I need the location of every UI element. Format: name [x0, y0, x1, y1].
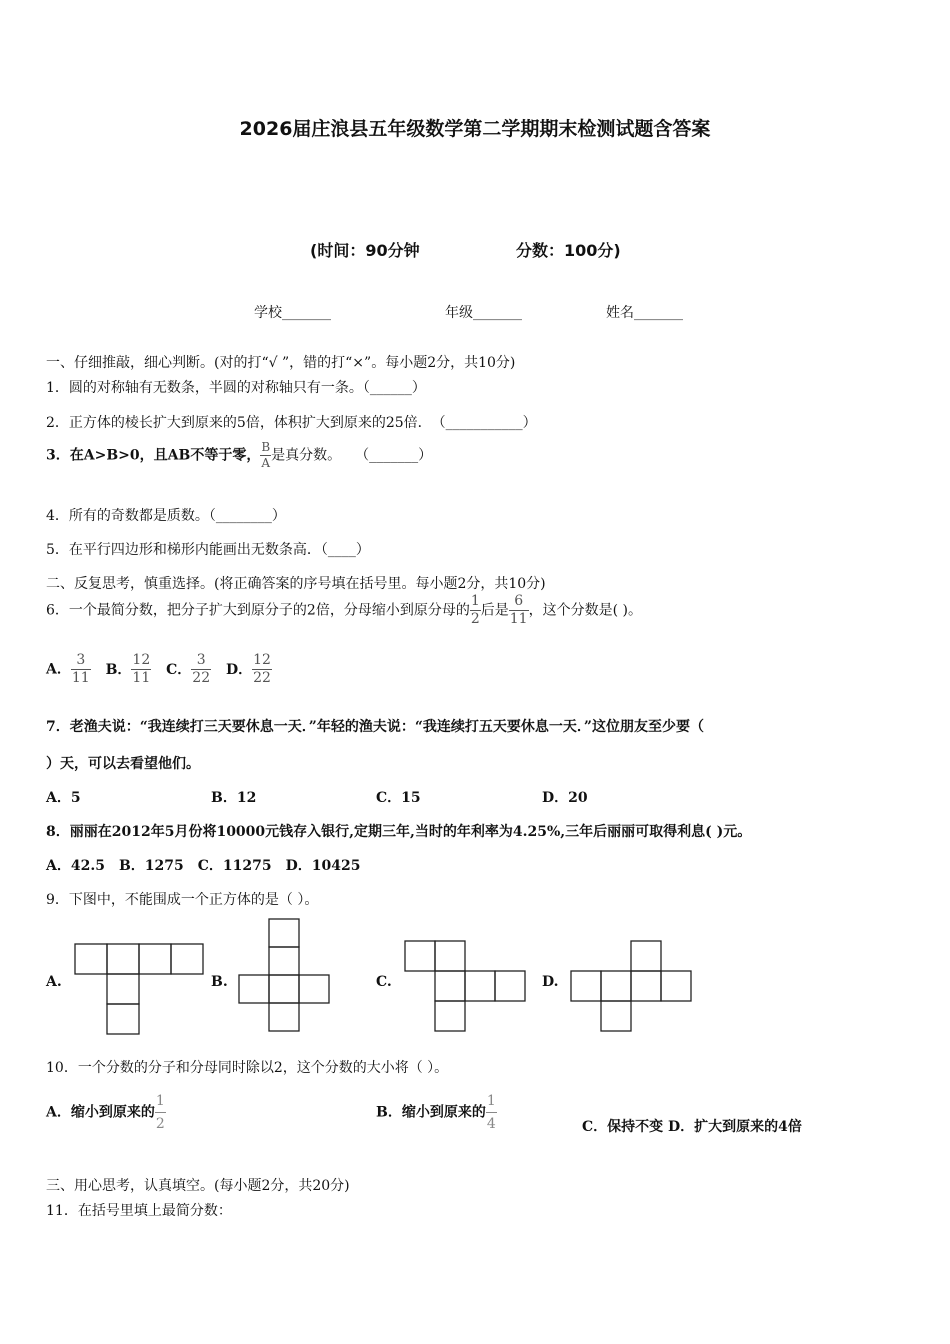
question-10: 10．一个分数的分子和分母同时除以2，这个分数的大小将（ ）。: [46, 1060, 449, 1076]
fraction-denominator: A: [261, 456, 271, 470]
fraction-numerator: 1: [486, 1090, 497, 1113]
option-b-fraction: [486, 1090, 497, 1135]
question-6-fraction-1: [470, 593, 481, 628]
question-7-option-a: A．5: [46, 790, 81, 806]
fraction-numerator: B: [261, 440, 271, 454]
fraction-numerator: 12: [132, 652, 151, 668]
net-a-label: A.: [46, 974, 62, 990]
question-7-line-2: ）天，可以去看望他们。: [46, 756, 200, 772]
question-8-options: A．42.5 B．1275 C．11275 D．10425: [46, 858, 361, 874]
fraction-denominator: 11: [509, 611, 528, 627]
question-1: 1．圆的对称轴有无数条，半圆的对称轴只有一条。（______）: [46, 380, 426, 396]
cube-net-d: [570, 940, 694, 1034]
option-a-label: A．: [46, 661, 71, 678]
cube-net-a: [74, 943, 207, 1035]
option-a-fraction: [155, 1090, 166, 1135]
question-7-line-1: 7．老渔夫说：“我连续打三天要休息一天．”年轻的渔夫说：“我连续打五天要休息一天．”这位朋友至少要（: [46, 719, 704, 735]
question-7-option-b: B．12: [211, 790, 257, 806]
cube-net-b: [237, 918, 331, 1036]
option-a-fraction: [71, 652, 91, 687]
page-title: 2026届庄浪县五年级数学第二学期期末检测试题含答案: [239, 118, 711, 140]
field-name: 姓名_______: [606, 305, 683, 321]
option-c-label: C．: [166, 661, 192, 678]
question-7-option-c: C．15: [376, 790, 421, 806]
question-3-text-b: 是真分数。 （_______）: [271, 447, 433, 464]
question-2: 2．正方体的棱长扩大到原来的5倍，体积扩大到原来的25倍． （___________）: [46, 415, 537, 431]
net-c-label: C.: [376, 974, 392, 990]
question-5: 5．在平行四边形和梯形内能画出无数条高．（____）: [46, 542, 370, 558]
question-9: 9．下图中，不能围成一个正方体的是（ ）。: [46, 892, 319, 908]
question-3: [46, 440, 432, 471]
net-b-label: B.: [211, 974, 228, 990]
fraction-numerator: 6: [509, 593, 529, 611]
option-c-fraction: [191, 652, 211, 687]
question-6: [46, 593, 642, 628]
question-6-options: [46, 652, 272, 687]
fraction-numerator: 3: [191, 652, 211, 670]
question-6-text-b: 后是: [480, 602, 509, 619]
option-a-label: A．缩小到原来的: [46, 1104, 155, 1121]
fraction-numerator: 3: [71, 652, 91, 670]
question-3-fraction: [260, 440, 271, 471]
question-6-text-c: ，这个分数是( )。: [528, 602, 642, 619]
option-b-label: B．: [105, 661, 132, 678]
question-11: 11．在括号里填上最简分数：: [46, 1203, 232, 1219]
fraction-numerator: 1: [470, 593, 480, 609]
field-grade: 年级_______: [445, 305, 522, 321]
question-3-text-a: 3．在A>B>0，且AB不等于零，: [46, 447, 261, 464]
option-d-fraction: [252, 652, 272, 687]
question-10-options-cd: C．保持不变 D．扩大到原来的4倍: [582, 1119, 802, 1135]
section3-heading: 三、用心思考，认真填空。(每小题2分，共20分): [46, 1178, 350, 1194]
fraction-numerator: 1: [155, 1090, 166, 1113]
question-7-option-d: D．20: [542, 790, 588, 806]
question-6-text-a: 6．一个最简分数，把分子扩大到原分子的2倍，分母缩小到原分母的: [46, 602, 470, 619]
fraction-numerator: 12: [253, 652, 271, 668]
option-b-fraction: [131, 652, 151, 687]
score-info: 分数：100分): [516, 241, 621, 260]
fraction-denominator: 22: [253, 670, 271, 686]
fraction-denominator: 11: [132, 670, 151, 686]
field-school: 学校_______: [254, 305, 331, 321]
section2-heading: 二、反复思考，慎重选择。(将正确答案的序号填在括号里。每小题2分，共10分): [46, 576, 546, 592]
question-10-option-a: [46, 1090, 166, 1135]
question-6-fraction-2: [509, 593, 529, 628]
fraction-denominator: 4: [486, 1116, 496, 1132]
net-d-label: D.: [542, 974, 559, 990]
time-info: (时间：90分钟: [310, 241, 420, 260]
question-8: 8．丽丽在2012年5月份将10000元钱存入银行,定期三年,当时的年利率为4.25%,三年后丽丽可取得利息( )元。: [46, 824, 752, 840]
fraction-denominator: 2: [155, 1116, 165, 1132]
option-b-label: B．缩小到原来的: [376, 1104, 486, 1121]
section1-heading: 一、仔细推敲，细心判断。(对的打“√ ”，错的打“×”。每小题2分，共10分): [46, 355, 516, 371]
question-4: 4．所有的奇数都是质数。（________）: [46, 508, 286, 524]
option-d-label: D．: [225, 661, 253, 678]
fraction-denominator: 11: [71, 670, 90, 686]
fraction-denominator: 2: [470, 611, 480, 627]
fraction-denominator: 22: [192, 670, 211, 686]
cube-net-c: [404, 940, 528, 1034]
question-10-option-b: [376, 1090, 497, 1135]
